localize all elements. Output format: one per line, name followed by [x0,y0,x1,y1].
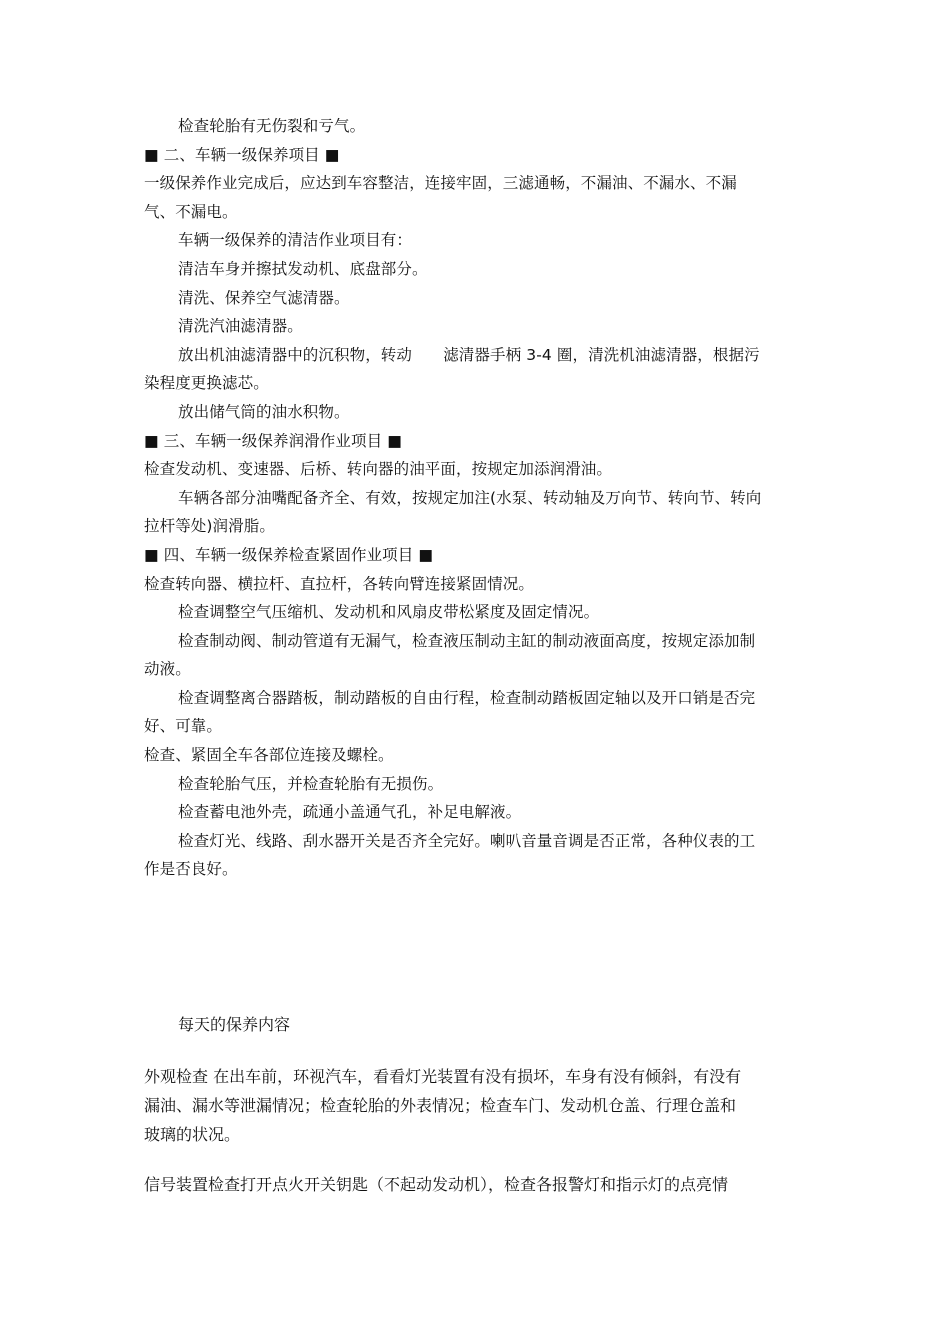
section-body [144,1062,809,1199]
text-line: 一级保养作业完成后，应达到车容整洁，连接牢固，三滤通畅，不漏油、不漏水、不漏 [144,174,737,193]
text-line: ■ 三、车辆一级保养润滑作业项目 ■ [144,431,402,450]
text-line: 检查蓄电池外壳，疏通小盖通气孔，补足电解液。 [178,803,522,822]
text-line: ■ 四、车辆一级保养检查紧固作业项目 ■ [144,545,434,564]
text-line: 漏油、漏水等泄漏情况；检查轮胎的外表情况；检查车门、发动机仓盖、行理仓盖和 [144,1096,737,1115]
text-line: 放出机油滤清器中的沉积物，转动 滤清器手柄 3-4 圈，清洗机油滤清器，根据污 [178,345,760,364]
text-line: 拉杆等处)润滑脂。 [144,517,275,536]
text-line: 放出储气筒的油水积物。 [178,402,350,421]
text-line: 外观检查 在出车前，环视汽车，看看灯光装置有没有损坏，车身有没有倾斜，有没有 [144,1067,742,1086]
text-line: 检查调整离合器踏板，制动踏板的自由行程，检查制动踏板固定轴以及开口销是否完 [178,688,756,707]
text-line: 车辆各部分油嘴配备齐全、有效，按规定加注(水泵、转动轴及万向节、转向节、转向 [178,488,762,507]
text-line: 检查灯光、线路、刮水器开关是否齐全完好。喇叭音量音调是否正常，各种仪表的工 [178,831,756,850]
paragraph [144,1170,809,1199]
text-line: 检查调整空气压缩机、发动机和风扇皮带松紧度及固定情况。 [178,603,600,622]
paragraph [144,1062,809,1149]
text-line: ■ 二、车辆一级保养项目 ■ [144,145,340,164]
text-line: 检查轮胎有无伤裂和亏气。 [178,117,366,135]
text-line: 作是否良好。 [144,860,238,879]
text-line: 检查发动机、变速器、后桥、转向器的油平面，按规定加添润滑油。 [144,460,613,479]
document-part-1 [144,112,809,884]
text-line: 动液。 [144,660,191,679]
text-line: 检查制动阀、制动管道有无漏气，检查液压制动主缸的制动液面高度，按规定添加制 [178,631,756,650]
section-title: 每天的保养内容 [178,1015,291,1034]
text-line: 玻璃的状况。 [144,1125,241,1144]
text-line: 车辆一级保养的清洁作业项目有： [178,231,413,250]
text-line: 检查轮胎气压，并检查轮胎有无损伤。 [178,774,444,793]
text-line: 染程度更换滤芯。 [144,374,269,393]
text-line: 检查转向器、横拉杆、直拉杆，各转向臂连接紧固情况。 [144,574,535,593]
text-line: 清洗汽油滤清器。 [178,317,303,336]
text-line: 清洗、保养空气滤清器。 [178,288,350,307]
text-line: 好、可靠。 [144,717,223,736]
text-line: 清洁车身并擦拭发动机、底盘部分。 [178,259,428,278]
text-line: 气、不漏电。 [144,202,238,221]
text-line: 信号装置检查打开点火开关钥匙（不起动发动机），检查各报警灯和指示灯的点亮情 [144,1175,729,1194]
document-part-2 [144,1010,809,1220]
text-line: 检查、紧固全车各部位连接及螺栓。 [144,746,394,765]
